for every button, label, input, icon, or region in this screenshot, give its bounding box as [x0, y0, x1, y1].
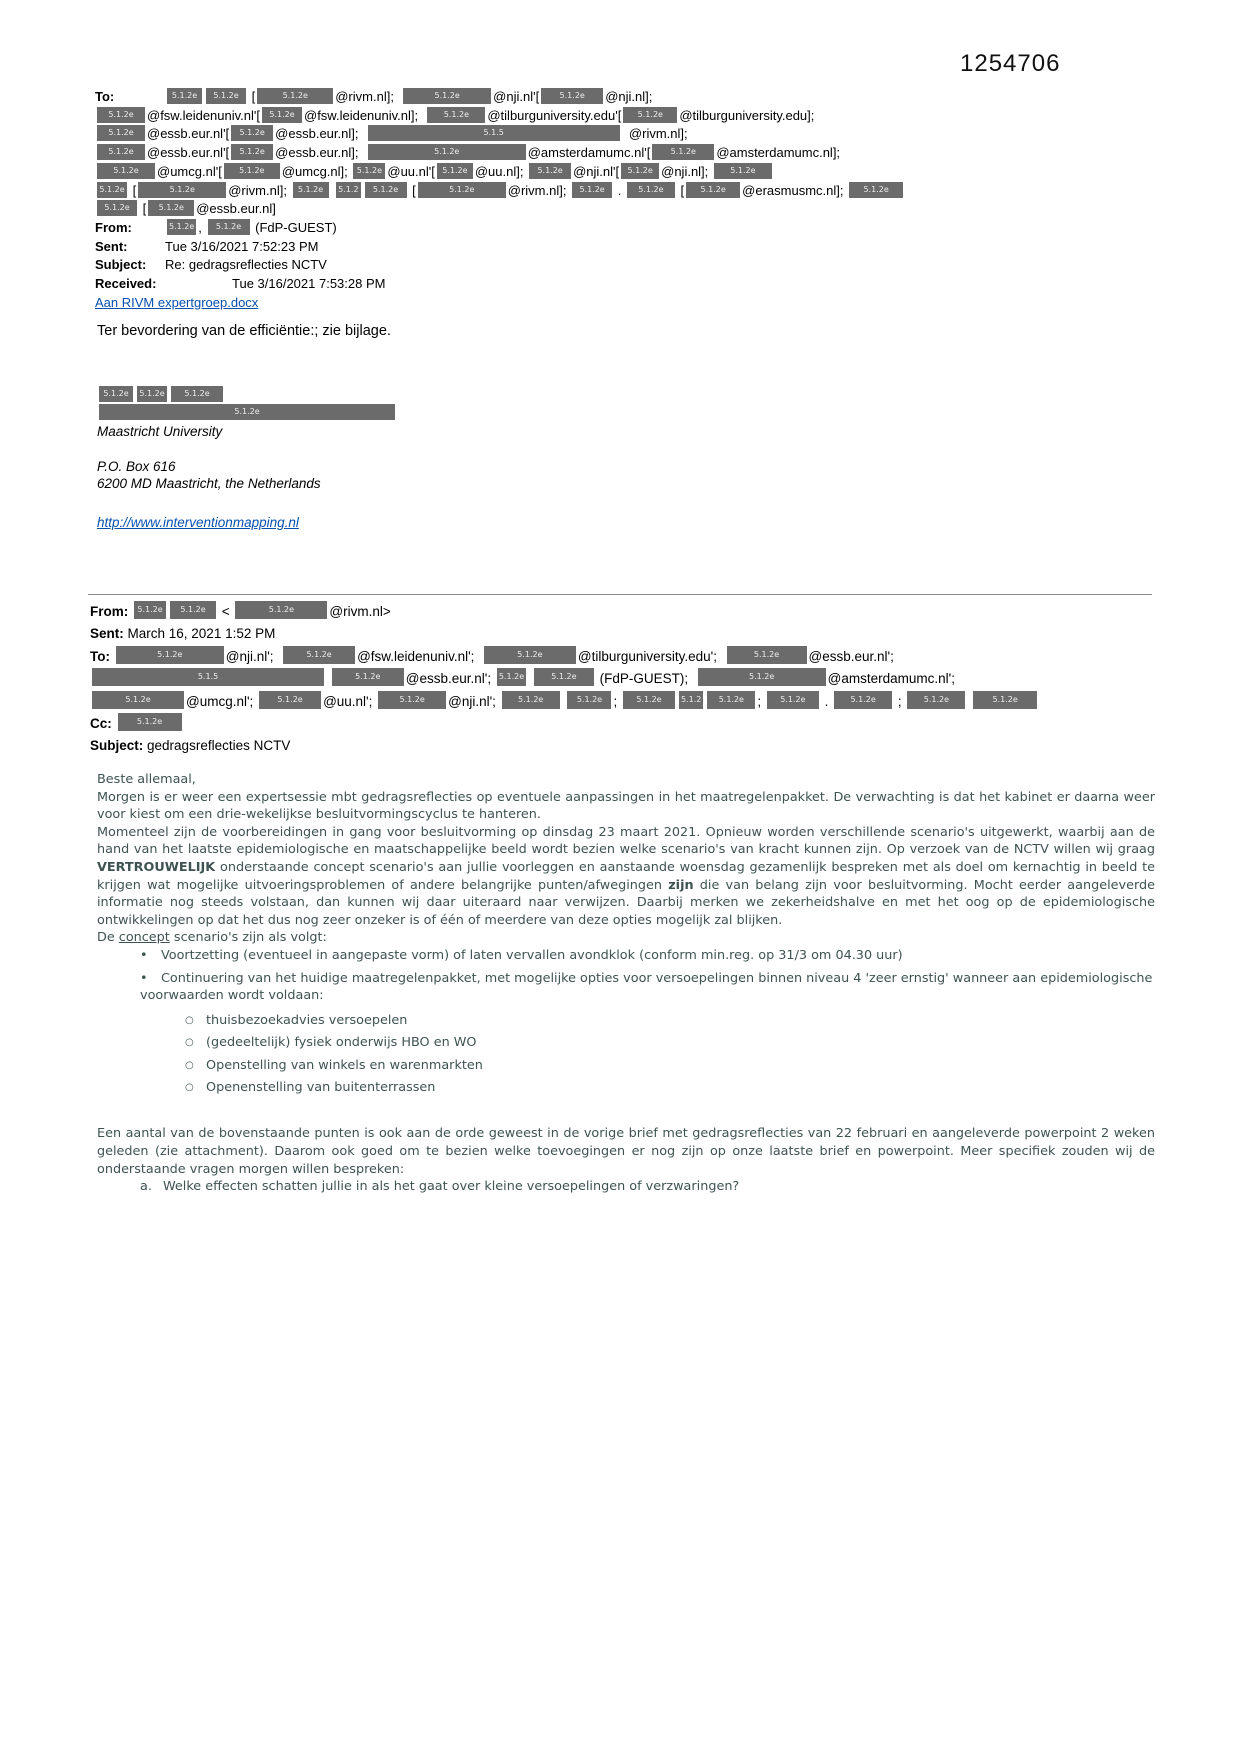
text-run: @nji.nl'[ [573, 163, 620, 179]
text-run: . [820, 693, 833, 709]
email1-to-line-7 [95, 200, 1170, 219]
text-run: scenario's zijn als volgt: [169, 930, 327, 946]
sub-bullet-text: thuisbezoekadvies versoepelen [206, 1012, 408, 1028]
sub-bullet-item-2 [185, 1032, 1155, 1054]
text-run [967, 694, 971, 709]
text-run: (FdP-GUEST) [251, 219, 337, 235]
email1-to-line-3 [95, 125, 1170, 144]
signature-redaction-row-2 [97, 404, 397, 420]
bullet-text: Continuering van het huidige maatregelenpakket, met mogelijke opties voor versoepelingen binnen niveau 4 'zeer ernstig' wanneer aan epidemiologische voorwaarden wordt voldaan: [140, 970, 1153, 1004]
redaction-block: 5.1.2e [353, 163, 385, 179]
subject-value: Re: gedragsreflecties NCTV [165, 257, 327, 273]
text-run: @tilburguniversity.edu]; [679, 107, 815, 123]
text-run: @rivm.nl> [329, 604, 391, 619]
sent-value: Tue 3/16/2021 7:52:23 PM [165, 238, 319, 254]
bullet-icon: • [140, 947, 148, 963]
text-run: ; [757, 693, 765, 709]
email1-sent-line [95, 238, 1170, 257]
circle-bullet-icon: ○ [185, 1059, 194, 1071]
redaction-block: 5.1.5 [92, 668, 324, 686]
text-run: @essb.eur.nl'; [808, 648, 894, 664]
redaction-block: 5.1.2e [97, 144, 145, 160]
greeting: Beste allemaal, [97, 772, 196, 787]
text-run: @amsterdamumc.nl'; [827, 671, 955, 687]
sub-bullet-list [97, 1010, 1155, 1100]
redaction-block: 5.1.2e [283, 646, 355, 664]
text-run: [ [129, 182, 137, 198]
from-label: From: [90, 604, 129, 619]
sender-tokens [132, 604, 391, 619]
redaction-block: 5.1.2e [138, 182, 226, 198]
sub-bullet-item-4 [185, 1077, 1155, 1099]
signature-block [97, 386, 397, 530]
text-run: @erasmusmc.nl]; [742, 182, 848, 198]
email2-header [90, 601, 1170, 758]
email2-cc-line [90, 713, 1170, 735]
signature-organization: Maastricht University [97, 424, 223, 439]
text-run: @amsterdamumc.nl'[ [527, 145, 651, 161]
paragraph-2 [97, 824, 1155, 930]
redaction-block: 5.1.2e [484, 646, 576, 664]
sub-bullet-item-3 [185, 1055, 1155, 1077]
text-run: < [218, 604, 234, 619]
text-run: @uu.nl'; [323, 693, 377, 709]
sent-label: Sent: [90, 626, 124, 642]
text-run: @rivm.nl]; [228, 182, 291, 198]
text-run: . [614, 182, 625, 198]
redaction-block: 5.1.2e [727, 646, 807, 664]
signature-address-line-1: P.O. Box 616 [97, 459, 176, 474]
text-run: @rivm.nl]; [507, 182, 571, 198]
email1-received-line [95, 275, 1170, 294]
redaction-block: 5.1.2e [231, 144, 273, 160]
email1-header [95, 88, 1170, 312]
email2-sent-line [90, 623, 1170, 645]
redaction-block: 5.1.2e [97, 200, 137, 216]
redaction-block: 5.1.2e [907, 691, 965, 709]
redaction-block: 5.1.2e [137, 386, 167, 402]
text-run: @fsw.leidenuniv.nl'[ [147, 107, 260, 123]
redaction-block: 5.1.2e [116, 646, 224, 664]
redaction-block: 5.1.2e [714, 163, 772, 179]
redaction-block: 5.1.2e [235, 601, 327, 619]
redaction-block: 5.1.2e [572, 182, 612, 198]
redaction-block: 5.1.2e [332, 668, 404, 686]
redaction-block: 5.1.2e [167, 88, 202, 104]
text-run: @umcg.nl]; [281, 163, 352, 179]
recipients-tokens [165, 89, 652, 104]
email2-to-line-1 [90, 646, 1170, 668]
subject-label: Subject: [95, 257, 147, 273]
email2-to-line-2 [90, 668, 1170, 690]
circle-bullet-icon: ○ [185, 1014, 194, 1026]
text-run: VERTROUWELIJK [97, 859, 216, 875]
redaction-block: 5.1.2e [262, 107, 302, 123]
redaction-block: 5.1.2e [529, 163, 571, 179]
document-number: 1254706 [960, 50, 1061, 77]
text-run: , [198, 219, 206, 235]
redaction-block: 5.1.2e [623, 691, 675, 709]
email1-body-text: Ter bevordering van de efficiëntie:; zie bijlage. [97, 323, 391, 339]
redaction-block: 5.1.2e [418, 182, 506, 198]
subject-value: gedragsreflecties NCTV [147, 738, 291, 754]
bullet-item-1 [140, 947, 1155, 965]
redaction-block: 5.1.2e [567, 691, 611, 709]
to-label: To: [95, 89, 115, 104]
text-run: @umcg.nl'; [186, 693, 258, 709]
text-run: @rivm.nl]; [335, 89, 402, 104]
text-run: @uu.nl]; [474, 163, 528, 179]
redaction-block: 5.1.2e [97, 182, 127, 198]
sub-bullet-text: (gedeeltelijk) fysiek onderwijs HBO en WO [206, 1035, 477, 1051]
text-run: concept [118, 930, 170, 946]
redaction-block: 5.1.2e [167, 219, 196, 235]
text-run [326, 671, 330, 686]
redaction-block: 5.1.2e [698, 668, 826, 686]
recipients-tokens [114, 649, 894, 664]
text-run: @nji.nl]; [605, 89, 653, 104]
redaction-block: 5.1.2e [652, 144, 714, 160]
text-run: @uu.nl'[ [387, 163, 435, 179]
text-run: @tilburguniversity.edu'[ [487, 107, 622, 123]
redaction-block: 5.1.2e [92, 691, 184, 709]
text-run: @nji.nl'; [448, 693, 500, 709]
text-run [528, 671, 532, 686]
email2-to-line-3 [90, 691, 1170, 713]
text-run: @essb.eur.nl]; [275, 126, 366, 142]
from-label: From: [95, 219, 132, 235]
signature-address-line-2: 6200 MD Maastricht, the Netherlands [97, 476, 321, 491]
redaction-block: 5.1.2e [767, 691, 819, 709]
redaction-block: 5.1.2e [627, 182, 675, 198]
closing-paragraph: Een aantal van de bovenstaande punten is ook aan de orde geweest in de vorige brief met gedragsreflecties van 22 februari en aangeleverde powerpoint 2 weken geleden (zie attachment). Daarom ook goed om te bezien welke toevoegingen er nog zijn op onze laatste brief en powerpoint. Meer specifiek zouden wij de onderstaande vragen morgen willen bespreken: [97, 1126, 1155, 1177]
text-run: @essb.eur.nl'; [405, 671, 495, 687]
redaction-block: 5.1.2e [97, 125, 145, 141]
redaction-block: 5.1.2e [99, 386, 133, 402]
text-run: @nji.nl'; [225, 648, 282, 664]
text-run: ; [894, 693, 906, 709]
redaction-block: 5.1.2e [118, 713, 182, 731]
redaction-block: 5.1.2e [99, 404, 395, 420]
text-run: [ [408, 182, 416, 198]
text-run: @fsw.leidenuniv.nl'; [357, 648, 482, 664]
redaction-block: 5.1.2e [257, 88, 333, 104]
redaction-block: 5.1.2e [973, 691, 1037, 709]
email1-to-line-6 [95, 182, 1170, 201]
text-run: (FdP-GUEST); [595, 671, 696, 687]
received-value: Tue 3/16/2021 7:53:28 PM [232, 276, 386, 292]
email1-attachment-line [95, 294, 1170, 313]
text-run: zijn [668, 877, 694, 893]
redaction-block: 5.1.2e [534, 668, 594, 686]
sub-bullet-item-1 [185, 1010, 1155, 1032]
redaction-block: 5.1.2e [368, 144, 526, 160]
redaction-block: 5.1.2 [336, 182, 360, 198]
redaction-block: 5.1.2e [497, 668, 526, 686]
redaction-block: 5.1.2 [679, 691, 703, 709]
text-run [331, 183, 335, 198]
redaction-block: 5.1.2e [170, 601, 216, 619]
text-run: ; [613, 693, 621, 709]
circle-bullet-icon: ○ [185, 1037, 194, 1049]
redaction-block: 5.1.2e [97, 107, 145, 123]
sender-tokens [165, 220, 337, 235]
cc-label: Cc: [90, 716, 112, 732]
redaction-block: 5.1.2e [134, 601, 166, 619]
redaction-block: 5.1.2e [148, 200, 194, 216]
text-run: Momenteel zijn de voorbereidingen in gang voor besluitvorming op dinsdag 23 maart 2021. Opnieuw worden verschillende scenario's uitgewerkt, waarbij aan de hand van het laatste epidemiologische en maatschappelijke beeld wordt bezien welke scenario's van kracht kunnen zijn. Op verzoek van de NCTV willen wij graag [97, 824, 1155, 858]
redaction-block: 5.1.2e [259, 691, 321, 709]
redaction-block: 5.1.2e [171, 386, 223, 402]
email1-to-line-1 [95, 88, 1170, 107]
text-run: @fsw.leidenuniv.nl]; [304, 107, 426, 123]
signature-redaction-row-1 [97, 386, 397, 402]
email1-subject-line [95, 256, 1170, 275]
email-separator-line [88, 594, 1152, 595]
text-run: @essb.eur.nl] [196, 201, 276, 217]
scenario-intro [97, 929, 1155, 947]
redaction-block: 5.1.2e [97, 163, 155, 179]
received-label: Received: [95, 276, 157, 292]
redaction-block: 5.1.2e [224, 163, 280, 179]
text-run: @essb.eur.nl]; [275, 145, 366, 161]
redaction-block: 5.1.2e [541, 88, 603, 104]
cc-tokens [116, 716, 184, 731]
text-run: @nji.nl'[ [493, 89, 540, 104]
email2-from-line [90, 601, 1170, 623]
text-run: [ [139, 201, 147, 217]
text-run: @tilburguniversity.edu'; [577, 648, 725, 664]
text-run: @amsterdamumc.nl]; [716, 145, 841, 161]
question-a [140, 1178, 1155, 1196]
circle-bullet-icon: ○ [185, 1081, 194, 1093]
redaction-block: 5.1.2e [378, 691, 446, 709]
email1-to-line-5 [95, 163, 1170, 182]
text-run: @rivm.nl]; [621, 126, 688, 142]
email1-to-line-2 [95, 107, 1170, 126]
sent-value: March 16, 2021 1:52 PM [127, 626, 276, 642]
redaction-block: 5.1.2e [623, 107, 677, 123]
sub-bullet-text: Openenstelling van buitenterrassen [206, 1079, 436, 1095]
sub-bullet-text: Openstelling van winkels en warenmarkten [206, 1057, 483, 1073]
redaction-block: 5.1.2e [437, 163, 473, 179]
redaction-block: 5.1.2e [502, 691, 560, 709]
redaction-block: 5.1.2e [231, 125, 273, 141]
bullet-icon: • [140, 970, 148, 986]
redaction-block: 5.1.2e [686, 182, 740, 198]
paragraph-1: Morgen is er weer een expertsessie mbt gedragsreflecties op eventuele aanpassingen in het maatregelenpakket. De verwachting is dat het kabinet er daarna weer voor kiest om een drie-wekelijkse besluitvormingscyclus te hanteren. [97, 789, 1155, 823]
subject-label: Subject: [90, 738, 144, 754]
email2-body [97, 771, 1155, 1196]
text-run: @essb.eur.nl'[ [147, 145, 230, 161]
redaction-block: 5.1.2e [834, 691, 892, 709]
email1-from-line [95, 219, 1170, 238]
redaction-block: 5.1.2e [621, 163, 659, 179]
to-label: To: [90, 648, 110, 664]
redaction-block: 5.1.5 [368, 125, 620, 141]
redaction-block: 5.1.2e [208, 219, 250, 235]
bullet-text: Voortzetting (eventueel in aangepaste vorm) of laten vervallen avondklok (conform min.reg. op 31/3 om 04.30 uur) [161, 947, 903, 963]
email2-subject-line [90, 735, 1170, 757]
bullet-item-2 [140, 970, 1155, 1005]
redaction-block: 5.1.2e [293, 182, 329, 198]
text-run: [ [676, 182, 685, 198]
text-run: @nji.nl]; [661, 163, 712, 179]
email1-to-line-4 [95, 144, 1170, 163]
sent-label: Sent: [95, 238, 128, 254]
text-run [562, 694, 566, 709]
text-run: onderstaande concept scenario's aan jullie voorleggen en aanstaande woensdag gezamenlijk bespreken met als doel om kernachtig in beeld te krijgen wat mogelijke uitvoeringsproblemen of andere belangrijke punten/afwegingen [97, 859, 1155, 893]
redaction-block: 5.1.2e [365, 182, 407, 198]
question-a-label: a. [140, 1179, 152, 1195]
redaction-block: 5.1.2e [707, 691, 755, 709]
text-run: die van belang zijn voor besluitvorming. Mocht eerder aangeleverde informatie nog steeds volstaan, dan kunnen wij daar uiteraard naar verwijzen. Daarbij merken we zekerheidshalve en met het oog op de epidemiologische ontwikkelingen op dat het dus nog zeer onzeker is of één of meerdere van deze opties mogelijk zal blijken. [97, 877, 1155, 928]
redaction-block: 5.1.2e [403, 88, 491, 104]
redaction-block: 5.1.2e [849, 182, 903, 198]
question-a-text: Welke effecten schatten jullie in als het gaat over kleine versoepelingen of verzwaringen? [163, 1179, 740, 1195]
text-run: @essb.eur.nl'[ [147, 126, 230, 142]
text-run: De [97, 930, 119, 946]
signature-website-link[interactable]: http://www.interventionmapping.nl [97, 515, 299, 530]
text-run: [ [248, 89, 256, 104]
redaction-block: 5.1.2e [206, 88, 246, 104]
text-run: @umcg.nl'[ [157, 163, 222, 179]
redaction-block: 5.1.2e [427, 107, 485, 123]
attachment-link[interactable]: Aan RIVM expertgroep.docx [95, 294, 259, 310]
